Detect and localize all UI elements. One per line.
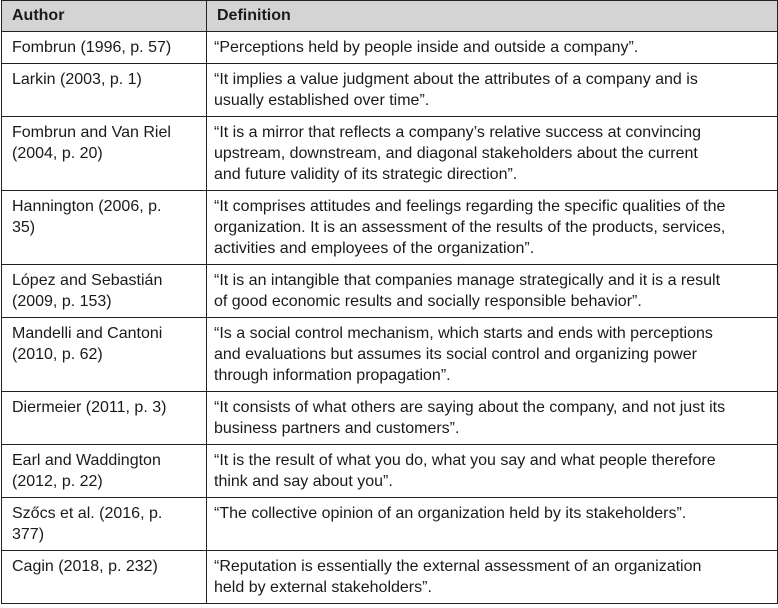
table-row [2,64,778,117]
definition-cell: “The collective opinion of an organization held by its stakeholders”. [207,498,778,551]
author-cell: Szőcs et al. (2016, p. 377) [2,498,207,551]
table-row [2,265,778,318]
author-cell: Diermeier (2011, p. 3) [2,392,207,445]
definitions-table [1,0,778,604]
definition-cell: “Perceptions held by people inside and outside a company”. [207,32,778,64]
author-cell: Mandelli and Cantoni (2010, p. 62) [2,318,207,392]
table-row [2,318,778,392]
author-cell: Earl and Waddington (2012, p. 22) [2,445,207,498]
table-header-row [2,1,778,32]
definition-cell: “It is a mirror that reflects a company’s relative success at convincing upstream, downstream, and diagonal stakeholders about the current and future validity of its strategic direction”. [207,117,778,191]
definition-cell: “Is a social control mechanism, which starts and ends with perceptions and evaluations but assumes its social control and organizing power through information propagation”. [207,318,778,392]
definition-cell: “It consists of what others are saying about the company, and not just its business partners and customers”. [207,392,778,445]
definition-cell: “Reputation is essentially the external assessment of an organization held by external stakeholders”. [207,551,778,604]
author-cell: López and Sebastián (2009, p. 153) [2,265,207,318]
table-row [2,191,778,265]
table-row [2,117,778,191]
header-definition: Definition [207,1,778,32]
definition-cell: “It is the result of what you do, what you say and what people therefore think and say about you”. [207,445,778,498]
header-author: Author [2,1,207,32]
definition-cell: “It is an intangible that companies manage strategically and it is a result of good economic results and socially responsible behavior”. [207,265,778,318]
author-cell: Larkin (2003, p. 1) [2,64,207,117]
author-cell: Fombrun (1996, p. 57) [2,32,207,64]
author-cell: Hannington (2006, p. 35) [2,191,207,265]
definition-cell: “It comprises attitudes and feelings regarding the specific qualities of the organization. It is an assessment of the results of the products, services, activities and employees of the organization”. [207,191,778,265]
table-row [2,498,778,551]
author-cell: Cagin (2018, p. 232) [2,551,207,604]
author-cell: Fombrun and Van Riel (2004, p. 20) [2,117,207,191]
table-row [2,32,778,64]
table-row [2,392,778,445]
table-row [2,551,778,604]
definition-cell: “It implies a value judgment about the attributes of a company and is usually established over time”. [207,64,778,117]
table-row [2,445,778,498]
